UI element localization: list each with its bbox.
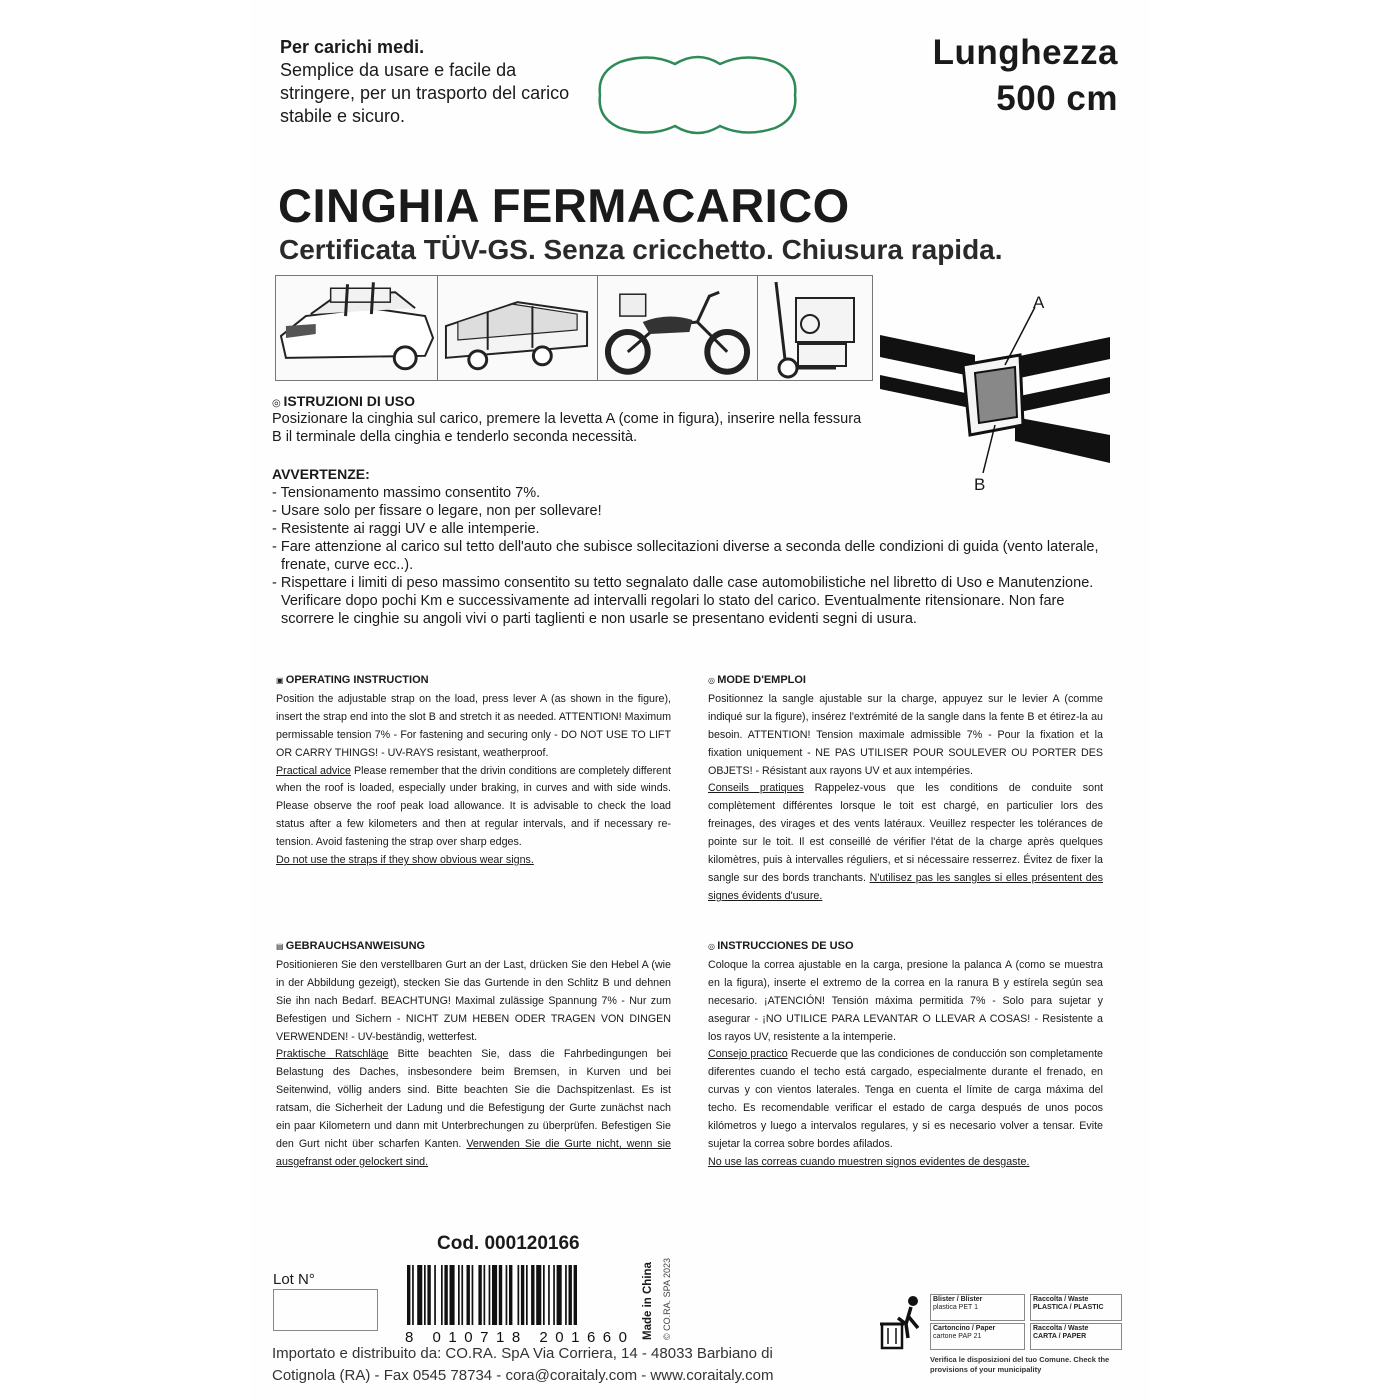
barcode — [405, 1263, 633, 1345]
barcode-bar — [407, 1265, 410, 1325]
warnings-heading: AVVERTENZE: — [272, 466, 370, 482]
barcode-bar — [574, 1265, 577, 1325]
recycle-blister-bin: Raccolta / Waste PLASTICA / PLASTIC — [1030, 1294, 1122, 1321]
italy-flag-icon: ◎ — [272, 398, 284, 409]
barcode-bar — [565, 1265, 567, 1325]
france-flag-icon: ◎ — [708, 676, 718, 685]
label-a: A — [1033, 293, 1045, 312]
section-german — [276, 938, 671, 1172]
instructions-body: Posizionare la cinghia sul carico, premere la levetta A (come in figura), inserire nella fessura B il terminale della cinghia e tenderlo seconda necessità. — [272, 411, 862, 445]
french-closing: N'utilisez pas les sangles si elles présentent des signes évidents d'usure. — [708, 871, 1103, 902]
section-english — [276, 672, 671, 870]
french-advice: Rappelez-vous que les conditions de conduite sont complètement différentes lorsque le toit est chargé, en particulier lors des freinages, des virages et des vents latéraux. Veuillez respecter les tolérances de pointe sur le toit. Il est conseillé de vérifier l'état de la charge après quelques kilomètres, puis à intervalles réguliers, et si nécessaire resserrez. Évitez de fixer la sangle sur des bords tranchants. — [708, 782, 1103, 884]
recycle-note: Verifica le disposizioni del tuo Comune. Check the provisions of your municipality — [930, 1355, 1110, 1374]
length-label: Lunghezza — [932, 33, 1118, 72]
warning-item: - Fare attenzione al carico sul tetto dell'auto che subisce sollecitazioni diverse a seconda delle condizioni di guida (vento laterale, frenate, curve ecc..). — [272, 539, 1099, 573]
barcode-bar — [518, 1265, 520, 1325]
barcode-bar — [526, 1265, 528, 1325]
length-info — [933, 30, 1118, 122]
intro-text — [280, 36, 580, 128]
german-closing: Verwenden Sie die Gurte nicht, wenn sie ausgefranst oder gelockert sind. — [276, 1137, 671, 1168]
trailer-illustration — [438, 276, 598, 380]
spain-flag-icon: ◎ — [708, 942, 718, 951]
barcode-bar — [506, 1265, 508, 1325]
label-b: B — [974, 475, 986, 494]
english-advice-label: Practical advice — [276, 764, 351, 777]
barcode-bar — [417, 1265, 422, 1325]
copyright: © CO.RA. SPA 2023 — [662, 1257, 672, 1340]
french-heading: ◎ MODE D'EMPLOI — [708, 674, 806, 686]
car-roof-illustration — [276, 276, 438, 380]
buckle-diagram — [875, 285, 1120, 495]
barcode-bar — [458, 1265, 460, 1325]
english-advice: Please remember that the drivin conditions are completely different when the roof is loaded, especially under braking, in curves and with side winds. Please observe the roof peak load allowance. It is advisable to check the load status after a few kilometers and then at regular intervals, and if necessary re-tension. Avoid fastening the strap over sharp edges. — [276, 764, 671, 849]
german-advice-label: Praktische Ratschläge — [276, 1048, 389, 1061]
barcode-bar — [569, 1265, 572, 1325]
hanger-hole — [590, 50, 805, 140]
barcode-bar — [492, 1265, 497, 1325]
spanish-advice-label: Consejo practico — [708, 1048, 788, 1061]
product-code: Cod. 000120166 — [437, 1233, 580, 1254]
intro-description: Semplice da usare e facile da stringere, per un trasporto del carico stabile e sicuro. — [280, 60, 570, 126]
barcode-bar — [557, 1265, 562, 1325]
barcode-bar — [427, 1265, 430, 1325]
barcode-bar — [478, 1265, 481, 1325]
product-title: CINGHIA FERMACARICO — [278, 179, 850, 232]
uk-flag-icon: ▣ — [276, 676, 286, 685]
german-advice: Bitte beachten Sie, dass die Fahrbedingungen bei Belastung des Daches, insbesondere beim Bremsen, in Kurven und bei Seitenwind, völlig anders sind. Bitte beachten Sie die Dachspitzenlast. Es ist ratsam, die Sicherheit der Ladung und die Befestigung der Gurte zunächst nach ein paar Kilometern und dann mit Unterbrechungen zu überprüfen. Befestigen Sie den Gurt nicht über scharfen Kanten. — [276, 1048, 671, 1150]
warning-item: - Resistente ai raggi UV e alle intemperie. — [272, 521, 540, 537]
barcode-bar — [531, 1265, 534, 1325]
warning-item: - Tensionamento massimo consentito 7%. — [272, 485, 541, 501]
barcode-bar — [424, 1265, 426, 1325]
barcode-bar — [450, 1265, 455, 1325]
barcode-number: 8 010718 201660 — [405, 1329, 627, 1345]
warnings-list — [272, 484, 1117, 628]
barcode-bar — [553, 1265, 555, 1325]
barcode-bar — [509, 1265, 512, 1325]
germany-flag-icon: ▤ — [276, 942, 286, 951]
barcode-bar — [467, 1265, 470, 1325]
french-body: Positionnez la sangle ajustable sur la charge, appuyez sur le levier A (comme indiqué sur la figure), insérez l'extrémité de la sangle dans la fente B et étirez-la au besoin. ATTENTION! Tension maximale admissible 7% - Pour la fixation et la fixation uniquement - NE PAS UTILISER POUR SOULEVER OU PORTER DES OBJETS! - Résistant aux rayons UV et aux intempéries. — [708, 692, 1103, 777]
section-spanish — [708, 938, 1103, 1172]
barcode-bar — [536, 1265, 541, 1325]
warning-item: - Usare solo per fissare o legare, non per sollevare! — [272, 503, 602, 519]
lot-box — [273, 1289, 378, 1331]
french-advice-label: Conseils pratiques — [708, 782, 804, 795]
english-closing: Do not use the straps if they show obvious wear signs. — [276, 854, 534, 867]
barcode-bar — [548, 1265, 550, 1325]
barcode-bar — [444, 1265, 447, 1325]
barcode-bar — [489, 1265, 491, 1325]
product-subtitle: Certificata TÜV-GS. Senza cricchetto. Chiusura rapida. — [279, 234, 1003, 265]
importer-info: Importato e distribuito da: CO.RA. SpA Via Corriera, 14 - 48033 Barbiano di Cotignola (RA) - Fax 0545 78734 - cora@coraitaly.com - www.coraitaly.com — [272, 1345, 774, 1384]
lot-label: Lot N° — [273, 1271, 315, 1288]
barcode-bar — [521, 1265, 524, 1325]
barcode-bar — [472, 1265, 474, 1325]
intro-bold: Per carichi medi. — [280, 37, 425, 57]
english-body: Position the adjustable strap on the load, press lever A (as shown in the figure), insert the strap end into the slot B and stretch it as needed. ATTENTION! Maximum permissable tension 7% - For fastening and securing only - DO NOT USE TO LIFT OR CARRY THINGS! - UV-RAYS resistant, weatherproof. — [276, 692, 671, 759]
barcode-bar — [499, 1265, 502, 1325]
usage-pictures — [275, 275, 873, 381]
english-heading: ▣ OPERATING INSTRUCTION — [276, 674, 429, 686]
spanish-heading: ◎ INSTRUCCIONES DE USO — [708, 940, 854, 952]
german-body: Positionieren Sie den verstellbaren Gurt an der Last, drücken Sie den Hebel A (wie in der Abbildung gezeigt), stecken Sie das Gurtende in den Schlitz B und dehnen Sie ihn nach Bedarf. BEACHTUNG! Maximal zulässige Spannung 7% - Nur zum Befestigen und Sichern - NICHT ZUM HEBEN ODER TRAGEN VON DINGEN VERWENDEN! - UV-beständig, wetterfest. — [276, 958, 671, 1043]
recycle-bin-icon — [878, 1294, 926, 1350]
spanish-closing: No use las correas cuando muestren signos evidentes de desgaste. — [708, 1155, 1030, 1168]
section-french — [708, 672, 1103, 906]
warning-item: - Rispettare i limiti di peso massimo consentito su tetto segnalato dalle case automobilistiche nel libretto di Uso e Manutenzione. Verificare dopo pochi Km e successivamente ad intervalli regolari lo stato del carico. Eventualmente ritensionare. Non fare scorrere le cinghie su angoli vivi o parti taglienti e non usarle se presentano evidenti segni di usura. — [272, 575, 1094, 627]
spanish-advice: Recuerde que las condiciones de conducción son completamente diferentes cuando el techo está cargado, especialmente durante el frenado, en curvas y con vientos laterales. Tenga en cuenta el límite de carga máxima del techo. Es recomendable verificar el estado de carga después de unos pocos kilómetros y luego a intervalos regulares, y si es necesario volver a tensar. Evite sujetar la correa sobre bordes afilados. — [708, 1048, 1103, 1150]
motorcycle-illustration — [598, 276, 758, 380]
spanish-body: Coloque la correa ajustable en la carga, presione la palanca A (como se muestra en la figura), inserte el extremo de la correa en la ranura B y estírela según sea necesario. ¡ATENCIÓN! Tensión máxima permitida 7% - Solo para sujetar y asegurar - ¡NO UTILICE PARA LEVANTAR O LLEVAR A COSAS! - Resistente a los rayos UV, resistente a la intemperie. — [708, 958, 1103, 1043]
hand-truck-illustration — [758, 276, 872, 380]
instructions-heading: ◎ ISTRUZIONI DI USO — [272, 393, 415, 409]
barcode-bar — [412, 1265, 414, 1325]
recycle-card: Cartoncino / Paper cartone PAP 21 — [930, 1323, 1025, 1350]
barcode-bar — [543, 1265, 545, 1325]
recycle-card-bin: Raccolta / Waste CARTA / PAPER — [1030, 1323, 1122, 1350]
barcode-bar — [484, 1265, 486, 1325]
german-heading: ▤ GEBRAUCHSANWEISUNG — [276, 940, 426, 952]
made-in: Made in China — [642, 1262, 654, 1340]
recycle-blister: Blister / Blister plastica PET 1 — [930, 1294, 1025, 1321]
barcode-bar — [434, 1265, 436, 1325]
barcode-bar — [461, 1265, 463, 1325]
barcode-bar — [441, 1265, 443, 1325]
length-value: 500 cm — [996, 79, 1118, 118]
